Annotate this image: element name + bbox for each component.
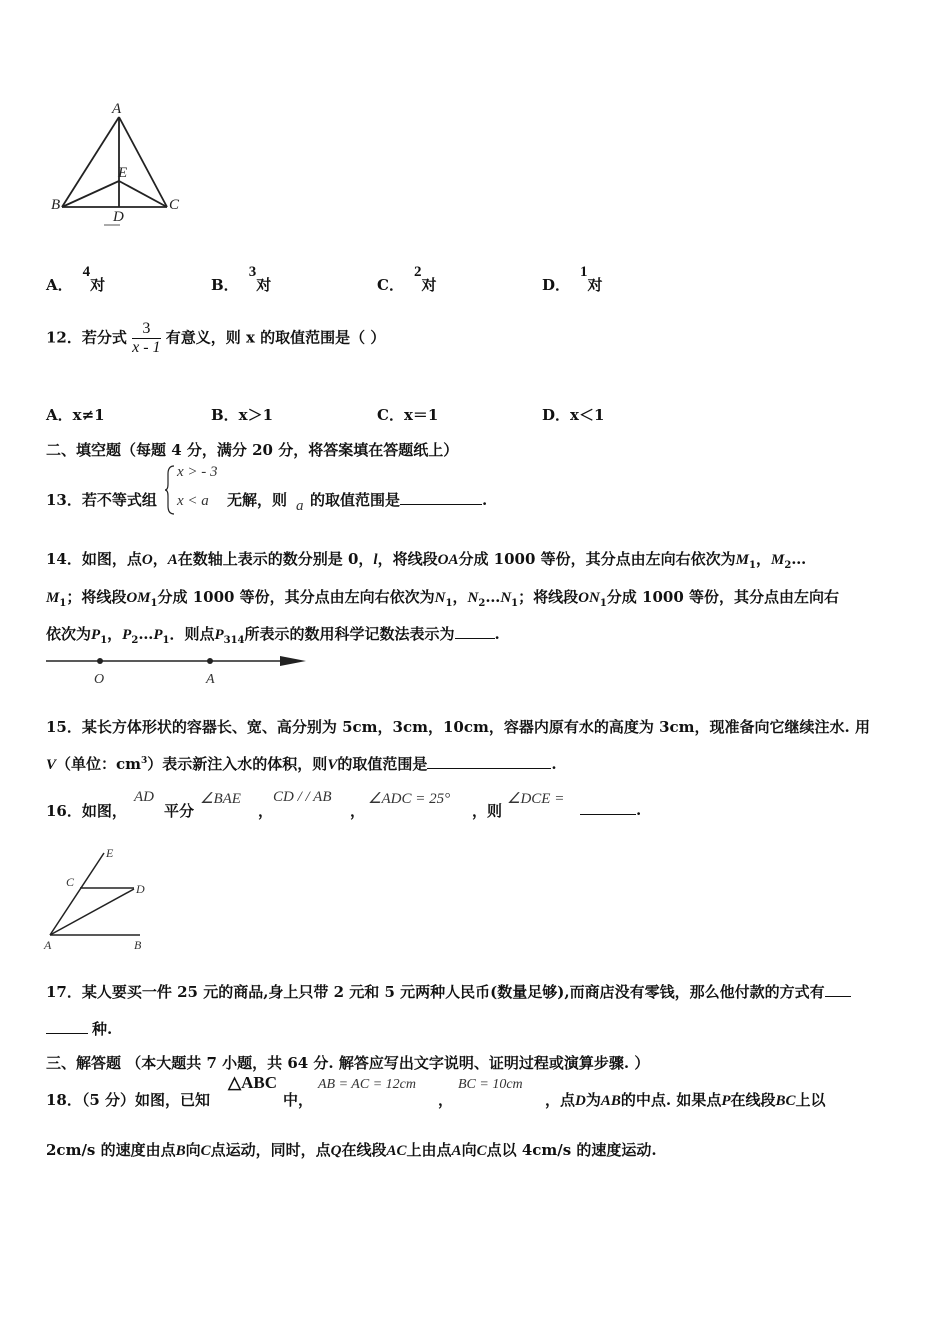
q14-line-1: 14．如图，点O，A在数轴上表示的数分别是 0，l，将线段OA分成 1000 等份，其分点由左向右依次为$M_1$，$M_2\dots$ [46,550,807,571]
section-3-title: 三、解答题 （本大题共 7 小题，共 64 分. 解答应写出文字说明、证明过程或演算步骤. ） [46,1054,650,1072]
fig-label-C: C [66,875,75,889]
q18-math-2: BC = 10cm [458,1077,523,1092]
q17-line-1: 17．某人要买一件 25 元的商品,身上只带 2 元和 5 元两种人民币(数量足够),而商店没有零钱，那么他付款的方式有 [46,981,851,1002]
q18-comma-1: ， [438,1091,454,1109]
q11-option-a[interactable]: A．4对 [46,264,106,294]
q18-text-1: 中， [283,1091,314,1109]
q16-comma-1: ， [258,802,274,820]
answer-blank[interactable] [825,982,851,997]
answer-blank[interactable] [400,490,482,505]
q16-comma-2: ， [350,802,366,820]
q17-line-2: 种. [46,1018,112,1039]
q15-line-1: 15．某长方体形状的容器长、宽、高分别为 5cm，3cm，10cm，容器内原有水的高度为 3cm，现准备向它继续注水. 用 [46,718,870,736]
label-D: D [113,209,124,225]
answer-blank[interactable] [580,800,636,815]
q12-option-a[interactable]: A．x≠1 [46,406,105,424]
q12-question: 12．若分式 $\frac{3}{x - 1}$ 有意义，则 x 的取值范围是（ ） [46,320,386,356]
q18-line-2: 2cm/s 的速度由点B向C点运动，同时，点Q在线段AC上由点A向C点以 4cm/s 的速度运动. [46,1141,657,1159]
label-A: A [112,101,122,117]
q16-math-ad: AD [134,789,154,805]
q13-inequality-1: x > - 3 [177,464,218,480]
label-E: E [118,165,128,181]
answer-blank[interactable] [455,624,495,639]
q12-option-c[interactable]: C．x＝1 [377,406,439,424]
q16-math-angle-adc: ∠ADC = 25° [368,791,451,807]
answer-blank[interactable] [46,1019,88,1034]
q11-option-b[interactable]: B．3对 [211,264,272,294]
q14-line-2: $M_1$；将线段$OM_1$分成 1000 等份，其分点由左向右依次为$N_1$，$N_2\dots N_1$；将线段$ON_1$分成 1000 等份，其分点由左向右 [46,588,839,609]
q13-prefix: 13．若不等式组 [46,491,157,509]
label-C: C [169,197,180,213]
q18-math-1: AB = AC = 12cm [318,1077,416,1092]
q12-option-d[interactable]: D．x＜1 [542,406,605,424]
q18-triangle: △ABC [228,1073,277,1092]
axis-label-O: O [94,672,105,687]
q14-line-3: 依次为$P_1$，$P_2\dots P_1$．则点$P_{314}$所表示的数用科学记数法表示为 . [46,625,500,646]
q18-prefix: 18．（5 分）如图，已知 [46,1091,211,1109]
axis-label-A: A [206,672,215,687]
brace-icon [164,464,176,516]
fig-label-E: E [106,846,114,860]
label-B: B [51,197,61,213]
triangle-figure [48,95,188,235]
q15-line-2: V（单位：$cm^3$）表示新注入水的体积，则V的取值范围是 . [46,755,557,773]
q18-line-1-rest: ，点D为AB的中点. 如果点P在线段BC上以 [545,1091,826,1109]
q11-option-c[interactable]: C．2对 [377,264,437,294]
q16-math-parallel: CD / / AB [273,789,332,805]
fig-label-D: D [136,882,145,896]
q16-math-angle-dce: ∠DCE = [507,791,565,807]
q13-var: a [296,498,304,514]
q13-suffix: 的取值范围是 . [310,491,488,509]
q11-option-d[interactable]: D．1对 [542,264,603,294]
fig-label-A: A [44,938,52,952]
q16-text-bisect: 平分 [164,802,195,820]
q16-prefix: 16．如图， [46,802,127,820]
number-line-figure [44,650,314,690]
fig-label-B: B [134,938,142,952]
q13-mid: 无解，则 [227,491,288,509]
angle-figure [42,845,162,955]
q16-comma-3: ，则 [472,802,503,820]
q13-inequality-2: x < a [177,493,209,509]
q12-option-b[interactable]: B．x＞1 [211,406,274,424]
q16-answer: . [580,800,641,819]
q16-math-angle-bae: ∠BAE [200,791,241,807]
section-2-title: 二、填空题（每题 4 分，满分 20 分，将答案填在答题纸上） [46,441,459,459]
fraction: $\frac{3}{x - 1}$ [132,320,161,356]
answer-blank[interactable] [427,754,551,769]
